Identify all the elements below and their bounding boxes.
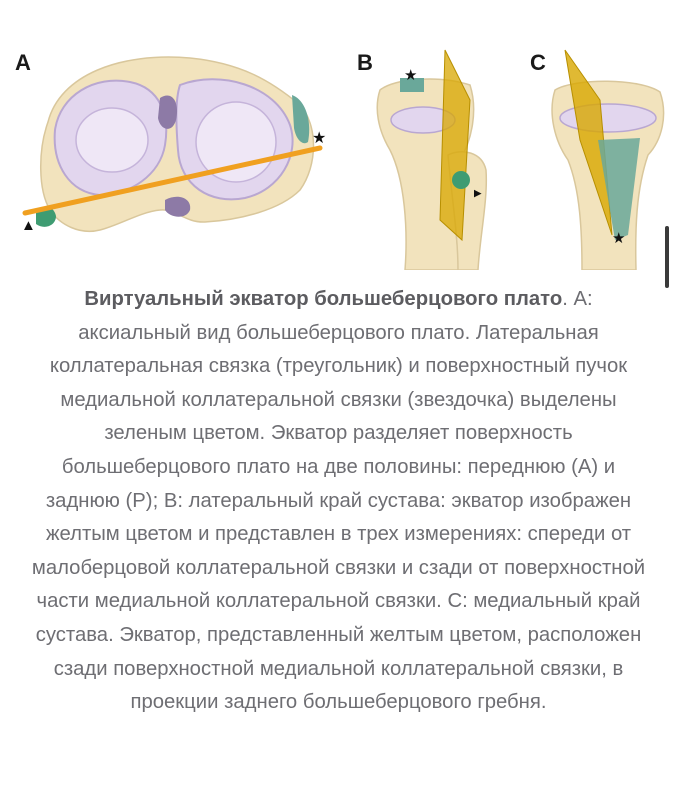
triangle-marker-b: ▲ <box>470 187 486 200</box>
panel-a-drawing <box>25 57 320 231</box>
lateral-plateau-inner <box>76 108 148 172</box>
panel-c-label: C <box>530 50 546 75</box>
star-marker-c: ★ <box>612 230 626 247</box>
acl-insertion <box>158 95 177 128</box>
panel-c-drawing <box>552 50 664 270</box>
panel-b-label: B <box>357 50 373 75</box>
star-marker-a: ★ <box>312 130 327 147</box>
pcl-insertion <box>165 197 190 217</box>
figure-caption <box>30 283 647 720</box>
caption-lead: Виртуальный экватор большеберцового плато <box>84 288 563 310</box>
lcl-b <box>452 171 470 189</box>
panel-b-drawing <box>377 50 486 270</box>
panel-a-label: A <box>15 50 31 75</box>
star-marker-b: ★ <box>404 67 418 84</box>
scrollbar[interactable] <box>665 226 669 288</box>
anatomy-figure <box>0 30 677 270</box>
figure-drawing <box>0 30 677 270</box>
triangle-marker-a: ▲ <box>21 217 36 234</box>
medial-plateau-inner <box>196 102 276 182</box>
caption-body: . А: аксиальный вид большеберцового плато. Латеральная коллатеральная связка (треугольник) и поверхностный пучок медиальной коллатеральной связки (звездочка) выделены зеленым цветом. Экватор разделяет поверхность большеберцового плато на две половины: переднюю (А) и заднюю (Р); В: латеральный край сустава: экватор изображен желтым цветом и представлен в трех измерениях: спереди от малоберцовой коллатеральной связки и сзади от поверхностной части медиальной коллатеральной связки. С: медиальный край сустава. Экватор, представленный желтым цветом, расположен сзади поверхностной медиальной коллатеральной связки, в проекции заднего большеберцового гребня. <box>31 288 646 714</box>
